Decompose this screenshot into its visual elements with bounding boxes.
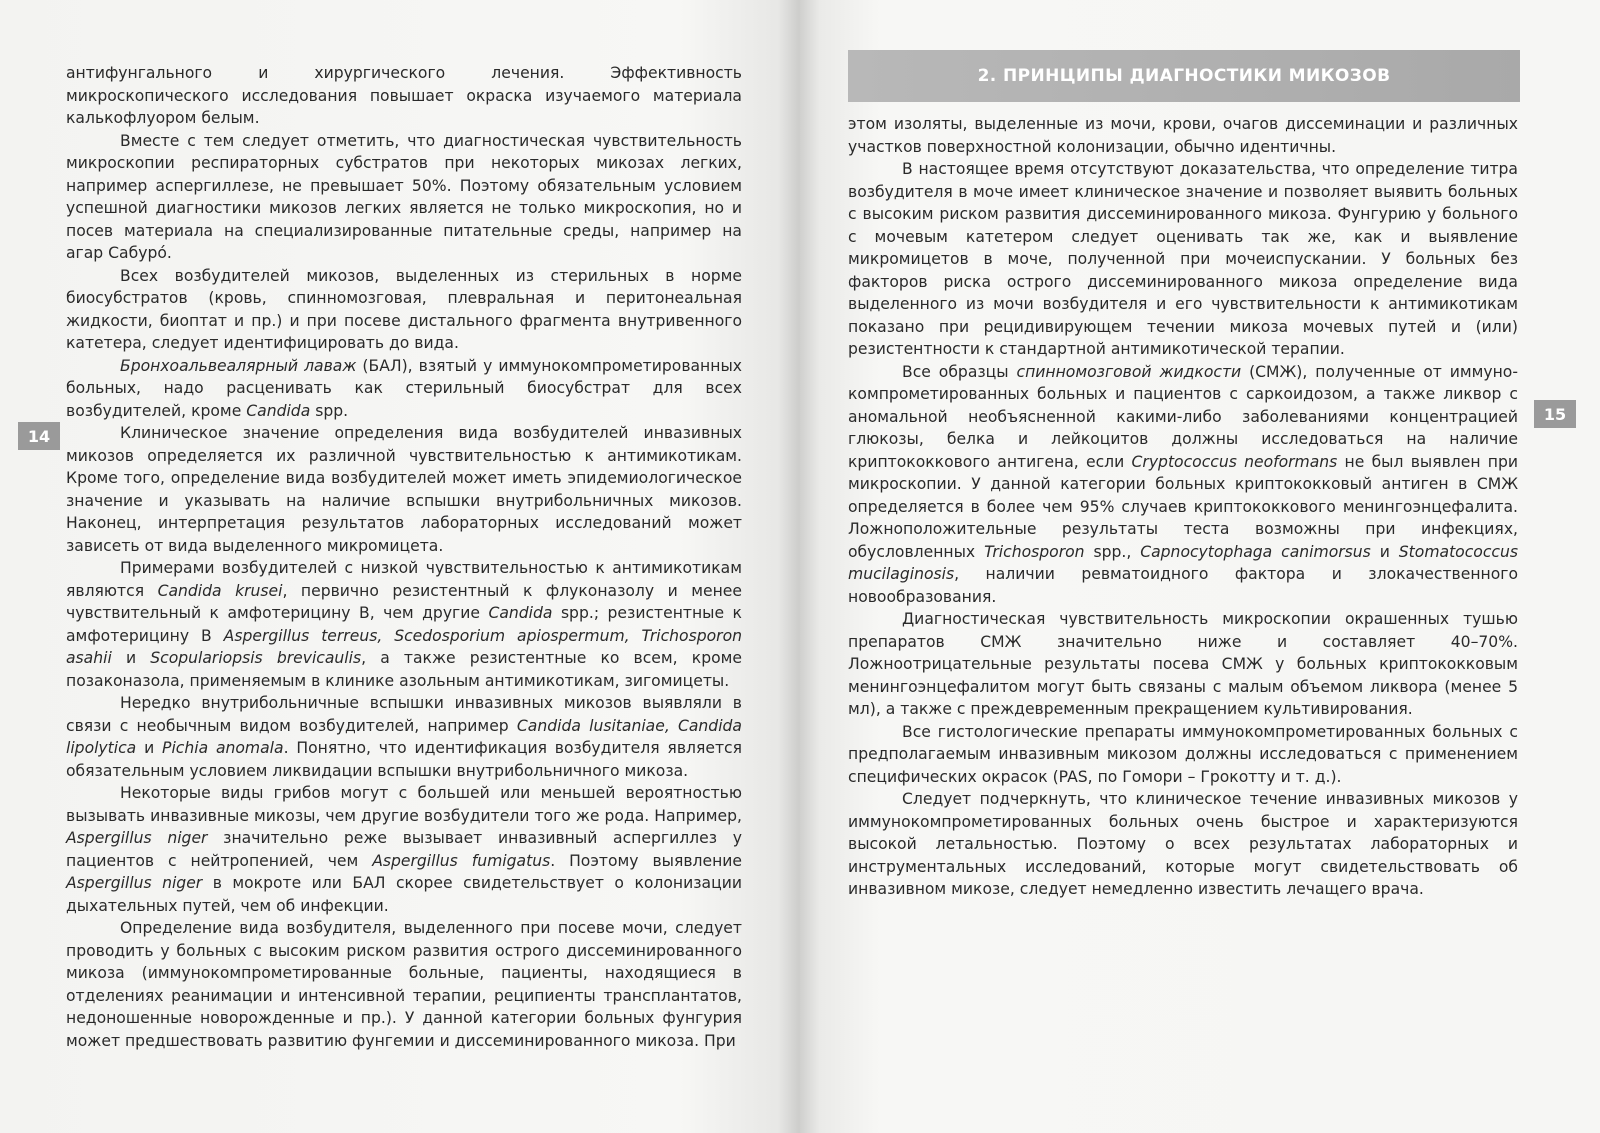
italic-term: Candida (246, 401, 311, 420)
text-run: . Понятно, что идентификация возбудителя является обязательным условием ликвидации вспышки внутрибольничного микоза. (66, 739, 742, 780)
text-run: Все образцы (902, 362, 1017, 381)
body-paragraph (66, 692, 742, 782)
body-paragraph (66, 422, 742, 557)
italic-term: спинномозговой жидкости (1016, 362, 1242, 381)
text-run: значительно реже вызывает инвазивный аспергиллез у пациентов с нейтропенией, чем (66, 829, 742, 870)
text-run: не был выявлен при микроскопии. У данной категории больных криптококковый антиген в СМЖ определяется в более чем 95% случаев криптококкового менингоэнцефалита. Ложноположительные результаты теста возможны при инфекциях, обусловленных (848, 452, 1518, 561)
chapter-header-bar (848, 50, 1520, 102)
text-run: Клиническое значение определения вида возбудителей инвазивных микозов определяется их различной чувствительностью к антимикотикам. Кроме того, определение вида возбудителей может иметь эпидемиологическое значение и указывать на наличие вспышки внутрибольничных микозов. Наконец, интерпретация результатов лабораторных исследований может зависеть от вида выделенного микромицета. (66, 424, 742, 555)
italic-term: Pichia anomala (162, 739, 284, 757)
body-paragraph (66, 265, 742, 355)
body-paragraph (848, 608, 1518, 721)
page-number-badge: 14 (18, 422, 60, 450)
text-run: антифунгального и хирургического лечения. Эффективность микроскопического исследования повышает окраска изучаемого материала калькофлуором белым. (66, 64, 742, 127)
text-run: и (136, 739, 163, 757)
italic-term: Capnocytophaga canimorsus (1140, 542, 1371, 561)
text-run: . Поэтому выявление (550, 851, 743, 870)
left-page-text (66, 62, 742, 1052)
body-paragraph (848, 158, 1518, 361)
text-run: Некоторые виды грибов могут с большей или меньшей вероятностью вызывать инвазивные микозы, чем другие возбудители того же рода. Например, (66, 784, 742, 825)
right-page (800, 0, 1600, 1133)
body-paragraph (66, 355, 742, 423)
body-paragraph (848, 721, 1518, 789)
text-run: (БАЛ), взятый у иммунокомпрометированных больных, надо расценивать как стерильный биосубстрат для всех возбудителей, кроме (66, 356, 742, 420)
text-run: , а также резистентные ко всем, кроме позаконазола, применяемым в клинике азольным антимикотикам, зигомицеты. (66, 649, 742, 690)
body-paragraph (66, 782, 742, 917)
text-run: spp. (310, 401, 349, 420)
text-run: spp.; резистентные к амфотерицину В (66, 604, 742, 645)
text-run: Примерами возбудителей с низкой чувствительностью к антимикотикам являются (66, 559, 742, 600)
text-run: и (111, 649, 151, 667)
text-run: , первично резистентный к флуконазолу и менее чувствительный к амфотерицину В, чем другие (66, 581, 742, 622)
text-run: (СМЖ), полученные от иммунокомпрометированных больных и пациентов с саркоидозом, а также ликвор с аномальной необъясненной какими-либо заболеваниями концентрацией глюкозы, белка и лейкоцитов должны исследоваться на наличие криптококкового антигена, если (848, 362, 1518, 471)
italic-term: Candida (488, 604, 553, 622)
italic-term: Cryptococcus neoformans (1131, 452, 1338, 471)
right-page-text (848, 113, 1518, 901)
text-run: Следует подчеркнуть, что клиническое течение инвазивных микозов у иммунокомпрометированных больных очень быстрое и характеризуются высокой летальностью. Поэтому о всех результатах лабораторных и инструментальных исследований, которые могут свидетельствовать об инвазивном микозе, следует немедленно известить лечащего врача. (848, 790, 1518, 898)
italic-term: Candida krusei (157, 581, 283, 600)
chapter-title: 2. ПРИНЦИПЫ ДИАГНОСТИКИ МИКОЗОВ (977, 66, 1391, 86)
italic-term: Бронхоальвеалярный лаваж (120, 356, 357, 375)
italic-term: Aspergillus fumigatus (372, 851, 551, 870)
body-paragraph (848, 361, 1518, 609)
body-paragraph (848, 113, 1518, 158)
italic-term: Aspergillus niger (66, 874, 203, 892)
text-run: Все гистологические препараты иммунокомпрометированных больных с предполагаемым инвазивным микозом должны исследоваться с применением специфических окрасок (PAS, по Гомори – Грокотту и т. д.). (848, 722, 1518, 786)
italic-term: Trichosporon (984, 542, 1085, 561)
italic-term: Scopulariopsis brevicaulis (150, 649, 362, 667)
text-run: в мокроте или БАЛ скорее свидетельствует о колонизации дыхательных путей, чем об инфекции. (66, 874, 742, 915)
text-run: spp., (1084, 542, 1141, 561)
body-paragraph (66, 917, 742, 1052)
text-run: Вместе с тем следует отметить, что диагностическая чувствительность микроскопии респираторных субстратов при некоторых микозах легких, например аспергиллезе, не превышает 50%. Поэтому обязательным условием успешной диагностики микозов легких является не только микроскопия, но и посев материала на специализированные питательные среды, например на агар Сабуро́. (66, 131, 742, 262)
book-gutter-shadow (778, 0, 820, 1133)
page-number-badge: 15 (1534, 400, 1576, 428)
body-paragraph (848, 788, 1518, 901)
italic-term: Stomatococcus mucilaginosis (848, 542, 1518, 583)
text-run: Диагностическая чувствительность микроскопии окрашенных тушью препаратов СМЖ значительно ниже и составляет 40–70%. Ложноотрицательные результаты посева СМЖ у больных криптококковым менингоэнцефалитом могут быть связаны с малым объемом ликвора (менее 5 мл), а также с преждевременным прекращением культивирования. (848, 610, 1518, 718)
body-paragraph (66, 557, 742, 692)
italic-term: Aspergillus terreus, Scedosporium apiospermum, Trichosporon asahii (66, 626, 742, 667)
text-run: этом изоляты, выделенные из мочи, крови, очагов диссеминации и различных участков поверхностной колонизации, обычно идентичны. (848, 115, 1518, 156)
italic-term: Candida lusitaniae, Candida lipolytica (66, 716, 742, 757)
italic-term: Aspergillus niger (66, 829, 208, 847)
text-run: Определение вида возбудителя, выделенного при посеве мочи, следует проводить у больных с высоким риском развития острого диссеминированного микоза (иммунокомпрометированные больные, пациенты, находящиеся в отделениях реанимации и интенсивной терапии, реципиенты трансплантатов, недоношенные новорожденные и пр.). У данной категории больных фунгурия может предшествовать развитию фунгемии и диссеминированного микоза. При (66, 919, 742, 1050)
body-paragraph (66, 62, 742, 130)
text-run: и (1370, 542, 1399, 561)
text-run: , наличии ревматоидного фактора и злокачественного новообразования. (848, 565, 1518, 606)
body-paragraph (66, 130, 742, 265)
text-run: Всех возбудителей микозов, выделенных из стерильных в норме биосубстратов (кровь, спинномозговая, плевральная и перитонеальная жидкости, биоптат и пр.) и при посеве дистального фрагмента внутривенного катетера, следует идентифицировать до вида. (66, 266, 742, 352)
text-run: В настоящее время отсутствуют доказательства, что определение титра возбудителя в моче имеет клиническое значение и позволяет выявить больных с высоким риском развития диссеминированного микоза. Фунгурию у больного с мочевым катетером следует оценивать так же, как и выявление микромицетов в моче, полученной при мочеиспускании. У больных без факторов риска острого диссеминированного микоза определение вида выделенного из мочи возбудителя и его чувствительности к антимикотикам показано при рецидивирующем течении микоза мочевых путей и (или) резистентности к стандартной антимикотической терапии. (848, 160, 1518, 358)
text-run: Нередко внутрибольничные вспышки инвазивных микозов выявляли в связи с необычным видом возбудителей, например (66, 694, 742, 735)
